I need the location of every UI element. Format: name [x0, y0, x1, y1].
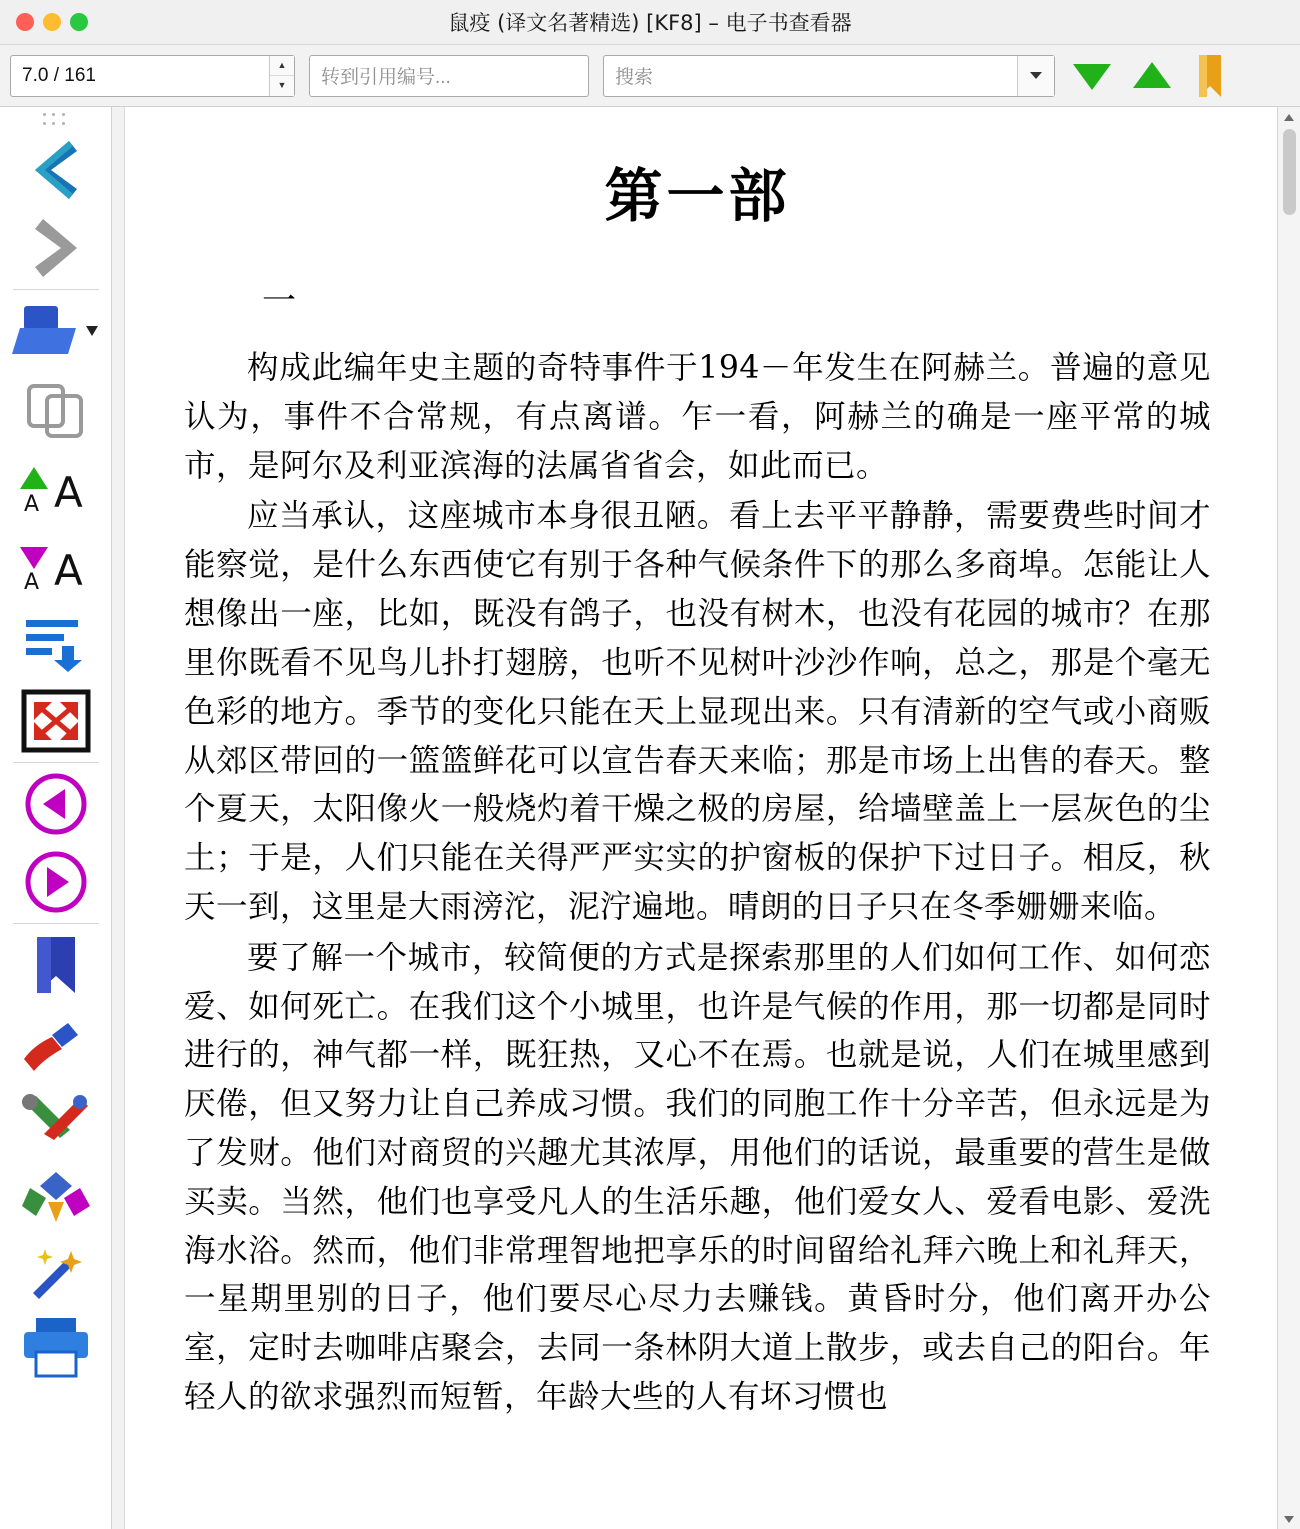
sidebar-item-open-book[interactable]	[10, 292, 102, 370]
bookmark-ribbon-icon	[1189, 53, 1229, 99]
book-page	[112, 107, 1277, 1422]
paragraph: 要了解一个城市，较简便的方式是探索那里的人们如何工作、如何恋爱、如何死亡。在我们这个小城里，也许是气候的作用，那一切都是同时进行的，神气都一样，既狂热，又心不在焉。也就是说，人们在城里感到厌倦，但又努力让自己养成习惯。我们的同胞工作十分辛苦，但永远是为了发财。他们对商贸的兴趣尤其浓厚，用他们的话说，最重要的营生是做买卖。当然，他们也享受凡人的生活乐趣，他们爱女人、爱看电影、爱洗海水浴。然而，他们非常理智地把享乐的时间留给礼拜六晚上和礼拜天，一星期里别的日子，他们要尽心尽力去赚钱。黄昏时分，他们离开办公室，定时去咖啡店聚会，去同一条林阴大道上散步，或去自己的阳台。年轻人的欲求强烈而短暂，年龄大些的人有坏习惯也	[184, 939, 1211, 1416]
magic-wand-icon	[21, 1245, 91, 1301]
chapter-title: 第一部	[604, 162, 791, 230]
window-controls	[0, 13, 88, 31]
arrow-down-icon	[1284, 1516, 1294, 1523]
bookmark-icon	[29, 933, 83, 997]
bookmark-button[interactable]	[1189, 53, 1229, 99]
svg-text:A: A	[53, 468, 83, 517]
search-history-dropdown[interactable]	[1017, 56, 1054, 96]
scroll-up-button[interactable]	[1278, 107, 1300, 127]
main-area	[0, 107, 1300, 1529]
search-combobox[interactable]	[603, 55, 1055, 97]
find-previous-button[interactable]	[1129, 56, 1175, 96]
tool-sidebar	[0, 107, 112, 1529]
svg-text:A: A	[53, 546, 83, 595]
fullscreen-icon	[20, 688, 92, 754]
sidebar-item-print[interactable]	[10, 1308, 102, 1386]
forward-arrow-icon	[19, 215, 93, 281]
next-section-icon	[23, 849, 89, 915]
sidebar-item-copy[interactable]	[10, 370, 102, 448]
reference-input[interactable]	[309, 55, 589, 97]
close-button[interactable]	[16, 13, 34, 31]
find-next-button[interactable]	[1069, 56, 1115, 96]
zoom-button[interactable]	[70, 13, 88, 31]
sidebar-item-back[interactable]	[10, 131, 102, 209]
sidebar-item-next-section[interactable]	[10, 843, 102, 921]
paragraph: 构成此编年史主题的奇特事件于194－年发生在阿赫兰。普遍的意见认为，事件不合常规，有点离谱。乍一看，阿赫兰的确是一座平常的城市，是阿尔及利亚滨海的法属省省会，如此而已。	[184, 350, 1211, 484]
vertical-scrollbar[interactable]	[1277, 107, 1300, 1529]
sidebar-item-themes[interactable]	[10, 1160, 102, 1238]
scrollbar-thumb[interactable]	[1283, 129, 1296, 215]
tools-wrench-icon	[18, 1090, 94, 1152]
section-number: 一	[262, 281, 296, 321]
minimize-button[interactable]	[43, 13, 61, 31]
paintbrush-icon	[18, 1013, 94, 1073]
reference-placeholder: 转到引用编号...	[321, 67, 451, 88]
open-book-icon	[12, 300, 100, 362]
window-title: 鼠疫 (译文名著精选) [KF8] – 电子书查看器	[448, 11, 852, 35]
triangle-up-icon	[1129, 56, 1175, 96]
triangle-down-icon	[1069, 56, 1115, 96]
divider	[13, 762, 99, 763]
divider	[13, 289, 99, 290]
decrease-font-icon	[14, 535, 98, 595]
sidebar-item-forward[interactable]	[10, 209, 102, 287]
reading-pane[interactable]	[112, 107, 1277, 1529]
svg-text:A: A	[23, 492, 39, 517]
color-palette-icon	[18, 1168, 94, 1230]
search-placeholder: 搜索	[615, 67, 654, 88]
sidebar-item-highlight[interactable]	[10, 1004, 102, 1082]
reference-lines-icon	[18, 612, 94, 674]
sidebar-item-fullscreen[interactable]	[10, 682, 102, 760]
sidebar-item-bookmark[interactable]	[10, 926, 102, 1004]
previous-section-icon	[23, 771, 89, 837]
divider	[13, 923, 99, 924]
spinner-down-icon[interactable]: ▼	[277, 80, 287, 91]
sidebar-item-lookup[interactable]	[10, 1238, 102, 1308]
sidebar-item-reference-mode[interactable]	[10, 604, 102, 682]
increase-font-icon	[14, 457, 98, 517]
chevron-down-icon	[1030, 72, 1042, 79]
back-arrow-icon	[19, 137, 93, 203]
copy-icon	[19, 378, 93, 440]
scrollbar-track[interactable]	[1278, 217, 1300, 1509]
spinner-up-icon[interactable]: ▲	[270, 56, 294, 77]
toolbar	[0, 45, 1300, 107]
sidebar-item-preferences[interactable]	[10, 1082, 102, 1160]
arrow-up-icon	[1284, 114, 1294, 121]
position-spinner[interactable]	[10, 55, 295, 97]
toolbar-drag-handle[interactable]	[43, 113, 69, 127]
paragraph: 应当承认，这座城市本身很丑陋。看上去平平静静，需要费些时间才能察觉，是什么东西使它有别于各种气候条件下的那么多商埠。怎能让人想像出一座，比如，既没有鸽子，也没有树木，也没有花园的城市？在那里你既看不见鸟儿扑打翅膀，也听不见树叶沙沙作响，总之，那是个毫无色彩的地方。季节的变化只能在天上显现出来。只有清新的空气或小商贩从郊区带回的一篮篮鲜花可以宣告春天来临；那是市场上出售的春天。整个夏天，太阳像火一般烧灼着干燥之极的房屋，给墙壁盖上一层灰色的尘土；于是，人们只能在关得严严实实的护窗板的保护下过日子。相反，秋天一到，这里是大雨滂沱，泥泞遍地。晴朗的日子只在冬季姗姗来临。	[184, 498, 1211, 925]
title-bar	[0, 0, 1300, 45]
printer-icon	[18, 1314, 94, 1380]
sidebar-item-decrease-font[interactable]	[10, 526, 102, 604]
pane-divider	[112, 107, 125, 1529]
position-spinner-buttons[interactable]	[269, 56, 294, 96]
position-input[interactable]	[11, 56, 269, 96]
sidebar-item-increase-font[interactable]	[10, 448, 102, 526]
svg-text:A: A	[23, 570, 39, 595]
scroll-down-button[interactable]	[1278, 1509, 1300, 1529]
sidebar-item-previous-section[interactable]	[10, 765, 102, 843]
